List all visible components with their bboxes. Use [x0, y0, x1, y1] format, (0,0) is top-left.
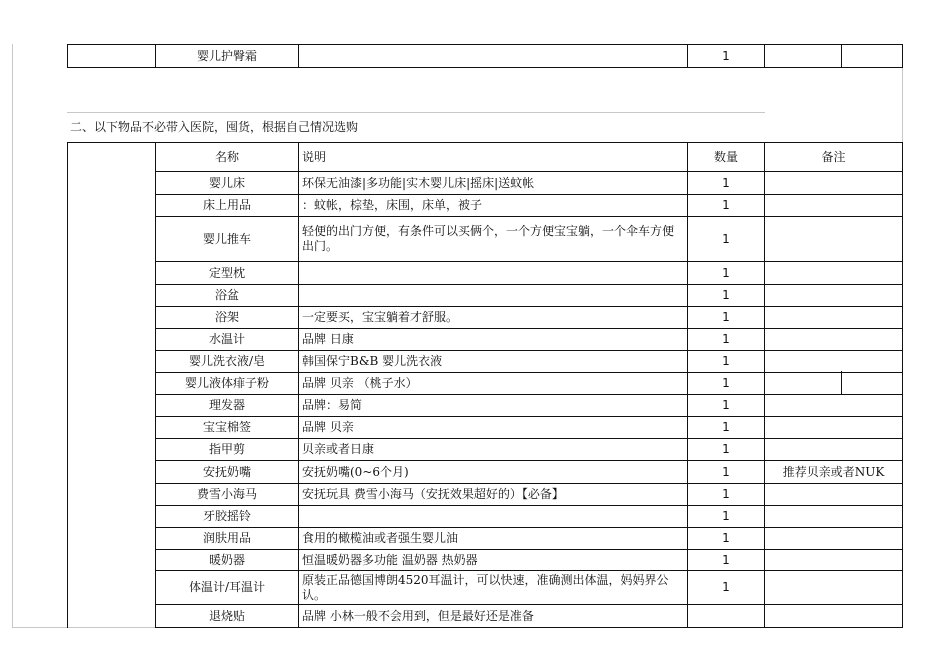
gridline: [12, 627, 156, 628]
row-desc: 恒温暖奶器多功能 温奶器 热奶器: [302, 552, 478, 567]
row-qty: 1: [722, 265, 730, 280]
row-qty: 1: [722, 580, 730, 594]
row-qty: 1: [722, 531, 730, 545]
border: [298, 44, 299, 68]
row-name: 婴儿洗衣液/皂: [188, 354, 266, 368]
row-desc: 品牌 日康: [302, 332, 354, 346]
row-desc: 品牌 贝亲 （桃子水）: [302, 376, 418, 390]
row-qty: 1: [722, 354, 730, 368]
row-note: [765, 528, 902, 549]
gridline: [902, 66, 903, 142]
row-note: [765, 506, 902, 527]
row-note: [765, 550, 902, 570]
row-note: [765, 484, 902, 505]
row-desc: 一定要买，宝宝躺着才舒服。: [302, 310, 459, 324]
row-name: 水温计: [208, 332, 245, 346]
top-row-name: 婴儿护臀霜: [196, 48, 257, 63]
header-name: 名称: [214, 149, 239, 164]
border: [841, 44, 842, 68]
border: [67, 142, 68, 628]
row-qty: 1: [722, 332, 730, 346]
row-qty: 1: [722, 398, 730, 412]
row-desc: 安抚奶嘴(0~6个月): [302, 464, 409, 479]
row-desc: 韩国保宁B&B 婴儿洗衣液: [302, 354, 443, 368]
border: [764, 44, 765, 68]
row-desc: 原装正品德国博朗4520耳温计，可以快速，准确测出体温，妈妈界公认。: [302, 572, 669, 602]
row-note: [765, 262, 902, 284]
row-name: 婴儿推车: [202, 231, 251, 246]
row-name: 暖奶器: [208, 552, 245, 567]
row-qty: 1: [722, 288, 730, 302]
row-desc: 轻便的出门方便，有条件可以买俩个，一个方便宝宝躺，一个伞车方便出门。: [302, 224, 675, 253]
row-note: [765, 195, 902, 216]
header-qty: 数量: [713, 149, 738, 164]
row-desc: 品牌 贝亲: [302, 420, 354, 434]
row-desc: [299, 285, 685, 306]
row-note: [765, 172, 902, 194]
row-name: 指甲剪: [208, 442, 245, 456]
row-note: [765, 439, 902, 460]
row-desc: 品牌 小林一般不会用到，但是最好还是准备: [302, 608, 534, 623]
border: [67, 67, 903, 68]
row-name: 床上用品: [202, 198, 251, 212]
top-row-qty: 1: [722, 48, 730, 63]
row-qty: 1: [722, 175, 730, 190]
row-note: [765, 373, 902, 394]
row-desc: 贝亲或者日康: [302, 442, 375, 456]
row-name: 体温计/耳温计: [188, 580, 266, 594]
row-desc: 食用的橄榄油或者强生婴儿油: [302, 531, 459, 545]
row-note: [765, 571, 902, 604]
row-name: 润肤用品: [202, 531, 251, 545]
row-name: 费雪小海马: [196, 487, 257, 501]
row-name: 定型枕: [208, 265, 245, 280]
row-name: 浴架: [214, 310, 239, 324]
row-qty: 1: [722, 310, 730, 324]
header-note: 备注: [821, 149, 846, 164]
border: [67, 44, 68, 68]
border: [902, 142, 903, 628]
row-note: [765, 329, 902, 350]
row-desc: 环保无油漆|多功能|实木婴儿床|摇床|送蚊帐: [302, 175, 535, 190]
row-name: 浴盆: [214, 288, 239, 302]
row-name: 牙胶摇铃: [202, 509, 251, 523]
row-qty: 1: [722, 231, 730, 246]
row-name: 宝宝棉签: [202, 420, 251, 434]
row-name: 理发器: [208, 398, 245, 412]
row-desc: 品牌：易简: [302, 398, 363, 412]
gridline: [12, 44, 13, 628]
row-desc: 安抚玩具 费雪小海马（安抚效果超好的）【必备】: [302, 487, 564, 501]
row-qty: 1: [722, 198, 730, 212]
row-desc: [299, 506, 685, 527]
row-name: 婴儿床: [208, 175, 245, 190]
row-qty: 1: [722, 464, 730, 479]
row-name: 安抚奶嘴: [202, 464, 251, 479]
row-note: 推荐贝亲或者NUK: [782, 464, 885, 479]
row-desc: ：蚊帐，棕垫，床围，床单，被子: [302, 198, 483, 212]
row-note: [765, 217, 902, 261]
row-qty: 1: [722, 487, 730, 501]
border: [902, 44, 903, 68]
row-qty: 1: [722, 376, 730, 390]
row-note: [765, 351, 902, 372]
row-qty: [688, 605, 764, 627]
row-note: [765, 285, 902, 306]
row-desc: [299, 262, 685, 284]
row-qty: 1: [722, 442, 730, 456]
section-title: 二、以下物品不必带入医院，囤货，根据自己情况选购: [70, 119, 359, 134]
row-note: [765, 395, 902, 416]
row-border: [155, 627, 903, 628]
row-note: [765, 417, 902, 438]
row-qty: 1: [722, 552, 730, 567]
header-desc: 说明: [302, 149, 327, 164]
row-qty: 1: [722, 420, 730, 434]
row-name: 退烧贴: [208, 608, 245, 623]
row-note: [765, 605, 902, 627]
row-qty: 1: [722, 509, 730, 523]
gridline: [67, 112, 765, 113]
row-note: [765, 307, 902, 328]
row-name: 婴儿液体痱子粉: [184, 376, 269, 390]
